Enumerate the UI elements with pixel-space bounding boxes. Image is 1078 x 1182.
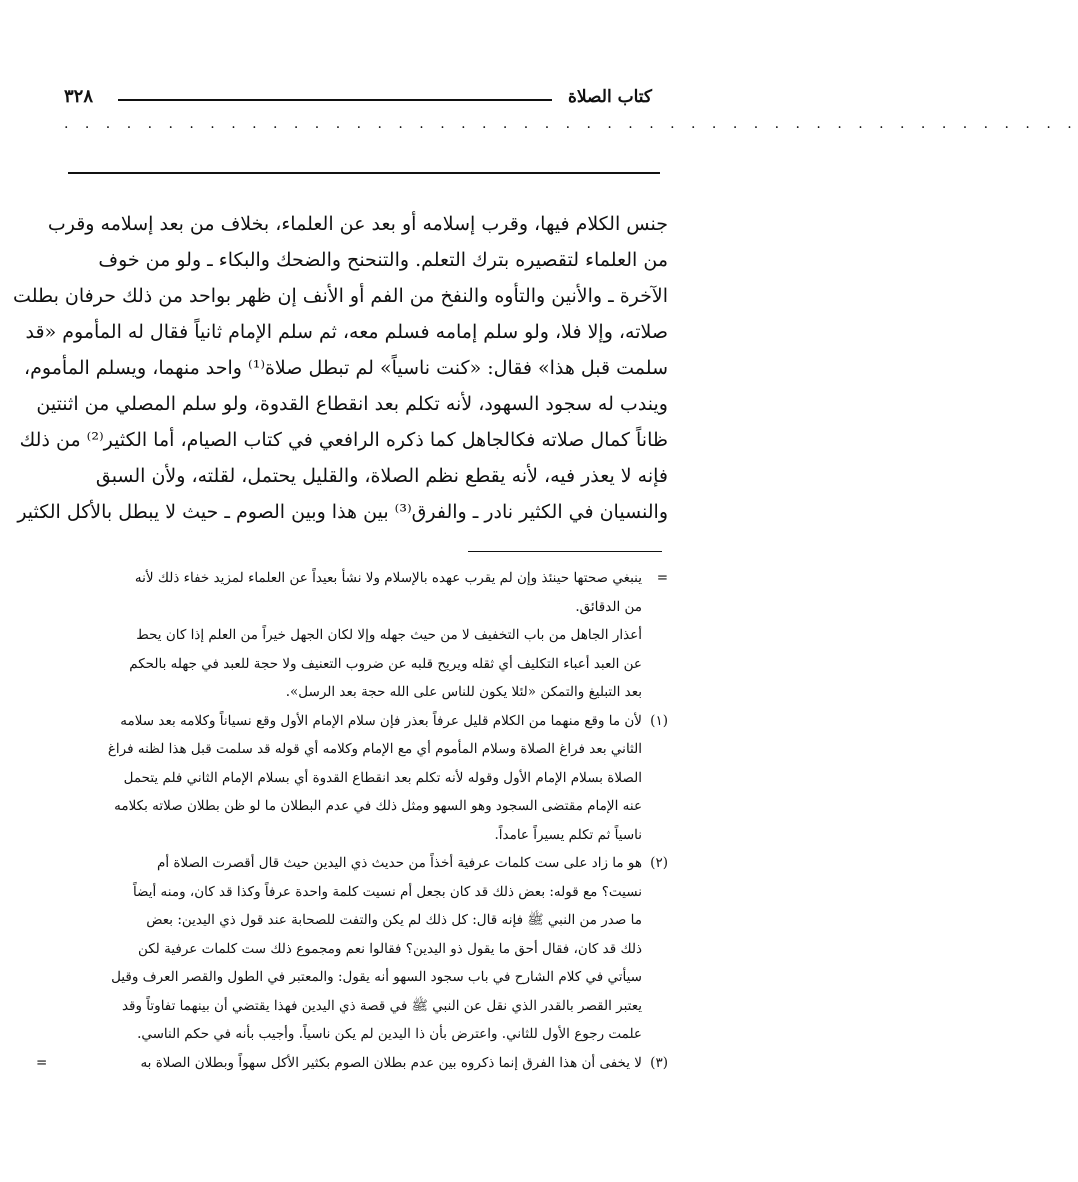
footnote-line: عن العبد أعباء التكليف أي ثقله ويريح قلبه عن ضروب التعنيف ولا حجة للعبد في جهله بالحكم	[129, 655, 642, 672]
footnote-continued	[40, 564, 668, 707]
footnote-line: علمت رجوع الأول للثاني. واعترض بأن ذا اليدين لم يكن ناسياً. وأجيب بأنه في حكم الناسي.	[137, 1026, 642, 1042]
footnote-line: نسيت؟ مع قوله: بعض ذلك قد كان بجعل أم نسيت كلمة واحدة عرفاً وكذا قد كان، ومنه أيضاً	[132, 883, 642, 900]
footnote-line: الصلاة بسلام الإمام الأول وقوله لأنه تكلم بعد انقطاع القدوة أي بسلام الإمام الثاني فلم يتحمل	[123, 769, 642, 786]
main-text-line: فإنه لا يعذر فيه، لأنه يقطع نظم الصلاة، والقليل يحتمل، لقلته، ولأن السبق	[95, 465, 668, 487]
footnote-2	[40, 849, 668, 1049]
running-title: كتاب الصلاة	[567, 87, 652, 107]
footnote-line: يعتبر القصر بالقدر الذي نقل عن النبي ﷺ في قصة ذي اليدين فهذا يقتضي أن بينهما تفاوتاً وقد	[121, 997, 642, 1014]
footnote-line: لأن ما وقع منهما من الكلام قليل عرفاً بعذر فإن سلام الإمام الأول وقع نسياناً وكلامه بعد سلامه	[120, 712, 642, 729]
text-top-rule	[68, 172, 660, 174]
main-text-line: جنس الكلام فيها، وقرب إسلامه أو بعد عن العلماء، بخلاف من بعد إسلامه وقرب	[47, 213, 668, 235]
page-number: ٣٢٨	[64, 86, 94, 107]
main-text-line: ويندب له سجود السهود، لأنه تكلم بعد انقطاع القدوة، ولو سلم المصلي من اثنتين	[36, 393, 668, 415]
main-text-line: من العلماء لتقصيره بترك التعلم. والتنحنح والضحك والبكاء ـ ولو من خوف	[98, 249, 668, 271]
footnote-3	[36, 1049, 668, 1078]
main-text-line: ظاناً كمال صلاته فكالجاهل كما ذكره الرافعي في كتاب الصيام، أما الكثير⁽²⁾ من ذلك	[19, 429, 668, 451]
footnote-line: من الدقائق.	[575, 598, 642, 615]
footnote-marker: (٣)	[650, 1054, 668, 1071]
footnote-line: الثاني بعد فراغ الصلاة وسلام المأموم أي مع الإمام وكلامه أي قوله قد سلمت قبل هذا لظنه فراغ	[107, 741, 642, 757]
main-text-line: صلاته، وإلا فلا، ولو سلم إمامه فسلم معه، ثم سلم الإمام ثانياً فقال له المأموم «قد	[25, 321, 668, 343]
footnote-line: بعد التبليغ والتمكن «لئلا يكون للناس على الله حجة بعد الرسل».	[285, 684, 642, 700]
footnote-line: أعذار الجاهل من باب التخفيف لا من حيث جهله وإلا لكان الجهل خيراً من العلم إذا كان يحط	[136, 627, 642, 643]
footnote-1	[40, 707, 668, 850]
dotted-line: . . . . . . . . . . . . . . . . . . . . . . . . . . . . . . . . . . . . . . . . . . . . . . . . .	[64, 116, 1078, 132]
footnote-line: سيأتي في كلام الشارح في باب سجود السهو أنه يقول: والمعتبر في الطول والقصر العرف وقيل	[111, 969, 642, 985]
footnote-marker: (١)	[650, 712, 668, 729]
main-text-line: سلمت قبل هذا» فقال: «كنت ناسياً» لم تبطل صلاة⁽¹⁾ واحد منهما، ويسلم المأموم،	[24, 357, 668, 379]
page-header	[64, 86, 652, 110]
continuation-mark: =	[36, 1054, 48, 1071]
main-text	[13, 206, 668, 530]
footnote-line: عنه الإمام مقتضى السجود وهو السهو ومثل ذلك في عدم البطلان ما لو ظن بطلان صلاته بكلامه	[114, 798, 642, 814]
header-rule	[118, 99, 552, 101]
footnote-separator	[468, 551, 662, 552]
footnote-line: لا يخفى أن هذا الفرق إنما ذكروه بين عدم بطلان الصوم بكثير الأكل سهواً وبطلان الصلاة به	[140, 1054, 642, 1071]
footnote-line: ينبغي صحتها حينئذ وإن لم يقرب عهده بالإسلام ولا نشأ بعيداً عن العلماء لمزيد خفاء ذلك لأنه	[134, 570, 642, 586]
footnote-line: ناسياً ثم تكلم يسيراً عامداً.	[494, 826, 642, 843]
main-text-line: الآخرة ـ والأنين والتأوه والنفخ من الفم أو الأنف إن ظهر بواحد من ذلك حرفان بطلت	[13, 285, 668, 307]
footnote-marker: =	[656, 570, 668, 586]
footnote-line: ذلك قد كان، فقال أحق ما يقول ذو اليدين؟ فقالوا نعم ومجموع ذلك ست كلمات عرفية لكن	[137, 940, 642, 957]
footnote-line: هو ما زاد على ست كلمات عرفية أخذاً من حديث ذي اليدين حيث قال أقصرت الصلاة أم	[157, 855, 642, 871]
main-text-line: والنسيان في الكثير نادر ـ والفرق⁽³⁾ بين هذا وبين الصوم ـ حيث لا يبطل بالأكل الكثير	[17, 501, 668, 523]
footnote-line: ما صدر من النبي ﷺ فإنه قال: كل ذلك لم يكن والتفت للصحابة عند قول ذي اليدين: بعض	[146, 912, 642, 928]
footnote-marker: (٢)	[650, 855, 668, 871]
footnotes	[36, 564, 668, 1077]
